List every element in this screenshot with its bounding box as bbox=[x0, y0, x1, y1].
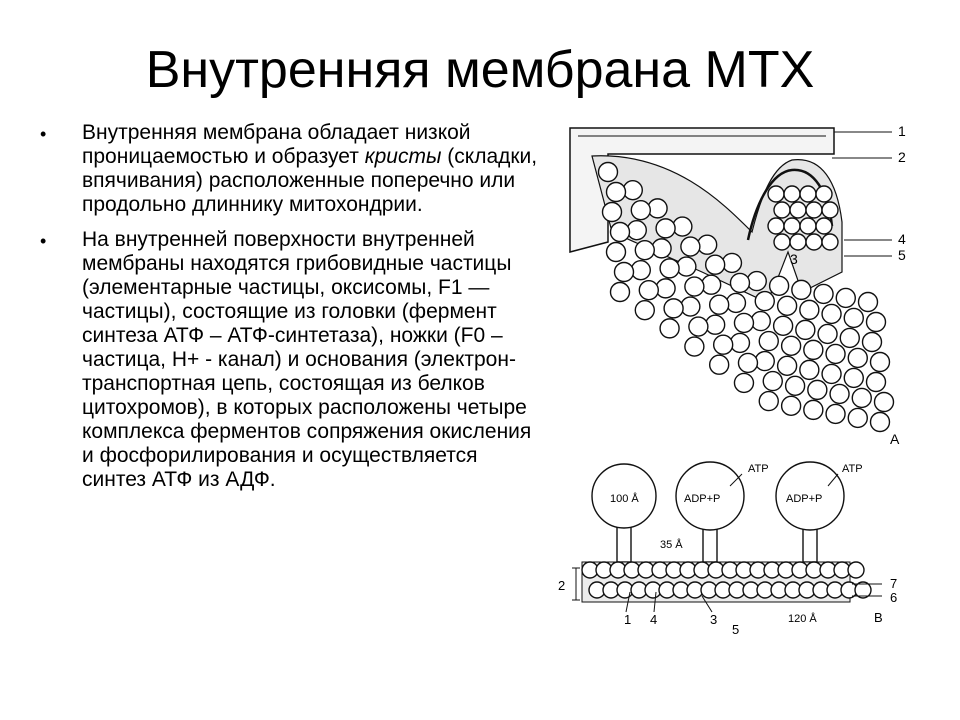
membrane-particle bbox=[867, 373, 886, 392]
membrane-particle bbox=[607, 243, 626, 262]
membrane-particle bbox=[770, 276, 789, 295]
membrane-particles bbox=[599, 163, 894, 432]
stalk bbox=[703, 528, 717, 562]
membrane-particle bbox=[635, 301, 654, 320]
membrane-particle bbox=[759, 392, 778, 411]
membrane-base bbox=[582, 562, 871, 602]
membrane-particle bbox=[792, 280, 811, 299]
membrane-particle bbox=[871, 413, 890, 432]
stalk bbox=[617, 526, 631, 562]
membrane-particle bbox=[786, 376, 805, 395]
head-label: 100 Å bbox=[610, 493, 639, 505]
diagram-label: 3 bbox=[710, 612, 718, 627]
membrane-particle bbox=[734, 373, 753, 392]
membrane-particle bbox=[871, 353, 890, 372]
bullet-item-cristae bbox=[40, 121, 540, 217]
diagram-label: 2 bbox=[898, 149, 906, 165]
membrane-particle bbox=[755, 352, 774, 371]
membrane-particle bbox=[808, 380, 827, 399]
membrane-particle bbox=[774, 234, 790, 250]
membrane-particle bbox=[863, 333, 882, 352]
membrane-particle bbox=[796, 320, 815, 339]
membrane-particle bbox=[875, 393, 894, 412]
membrane-particle bbox=[615, 263, 634, 282]
membrane-particle bbox=[627, 221, 646, 240]
membrane-particle bbox=[599, 163, 618, 182]
membrane-particle bbox=[848, 348, 867, 367]
diagram-label: 4 bbox=[650, 612, 658, 627]
bullet-list bbox=[40, 121, 540, 503]
membrane-particle bbox=[607, 183, 626, 202]
bullet-marker: • bbox=[40, 124, 47, 144]
spacing-label: 120 Å bbox=[788, 613, 817, 625]
membrane-particle bbox=[822, 304, 841, 323]
membrane-particle bbox=[804, 400, 823, 419]
atp-label: ATP bbox=[842, 463, 863, 475]
stalk bbox=[803, 528, 817, 562]
membrane-particle bbox=[763, 372, 782, 391]
membrane-particle bbox=[759, 332, 778, 351]
membrane-particle bbox=[774, 316, 793, 335]
membrane-particle bbox=[714, 335, 733, 354]
diagram-panel-a bbox=[570, 123, 906, 447]
membrane-particle bbox=[800, 300, 819, 319]
membrane-particle bbox=[806, 202, 822, 218]
diagram-label: 1 bbox=[898, 123, 906, 139]
membrane-particle bbox=[790, 202, 806, 218]
membrane-particle bbox=[818, 324, 837, 343]
diagram-label: 5 bbox=[732, 622, 740, 637]
membrane-particle bbox=[822, 364, 841, 383]
membrane-particle bbox=[867, 313, 886, 332]
membrane-particle bbox=[726, 293, 745, 312]
membrane-particle bbox=[673, 217, 692, 236]
bullet-text: (складки, впячивания) расположенные поперечно или продольно длиннику митохондрии. bbox=[82, 145, 538, 216]
panel-letter: B bbox=[874, 610, 883, 625]
membrane-particle bbox=[778, 356, 797, 375]
membrane-particle bbox=[774, 202, 790, 218]
f1-particles bbox=[592, 462, 844, 562]
membrane-particle bbox=[635, 241, 654, 260]
membrane-particle bbox=[751, 312, 770, 331]
diagram-label: 6 bbox=[890, 590, 898, 605]
membrane-particle bbox=[611, 283, 630, 302]
membrane-particle bbox=[734, 313, 753, 332]
membrane-particle bbox=[623, 181, 642, 200]
membrane-particle bbox=[768, 218, 784, 234]
diagram-label: 7 bbox=[890, 576, 898, 591]
membrane-particle bbox=[755, 292, 774, 311]
membrane-particle bbox=[639, 281, 658, 300]
bullet-text-italic: кристы bbox=[364, 145, 442, 168]
membrane-particle bbox=[804, 340, 823, 359]
membrane-particle bbox=[660, 259, 679, 278]
membrane-particle bbox=[826, 404, 845, 423]
base-particle bbox=[848, 562, 864, 578]
membrane-diagram-svg bbox=[552, 122, 912, 642]
membrane-particle bbox=[800, 186, 816, 202]
head-label: ADP+P bbox=[786, 493, 823, 505]
membrane-particle bbox=[603, 203, 622, 222]
membrane-particle bbox=[611, 223, 630, 242]
membrane-particle bbox=[814, 284, 833, 303]
membrane-particle bbox=[830, 384, 849, 403]
membrane-particle bbox=[631, 261, 650, 280]
membrane-particle bbox=[747, 272, 766, 291]
thickness-bracket bbox=[572, 568, 580, 600]
membrane-particle bbox=[836, 288, 855, 307]
membrane-particle bbox=[656, 279, 675, 298]
membrane-particle bbox=[681, 237, 700, 256]
membrane-particle bbox=[631, 201, 650, 220]
atp-label: ATP bbox=[748, 463, 769, 475]
membrane-particle bbox=[784, 186, 800, 202]
membrane-particle bbox=[730, 333, 749, 352]
bullet-item-particles bbox=[40, 228, 540, 492]
membrane-particle bbox=[664, 299, 683, 318]
membrane-particle bbox=[790, 234, 806, 250]
membrane-particle bbox=[844, 308, 863, 327]
stalk-label: 35 Å bbox=[660, 539, 683, 551]
membrane-particle bbox=[710, 295, 729, 314]
diagram-label: 5 bbox=[898, 247, 906, 263]
diagram-label: 2 bbox=[558, 578, 566, 593]
membrane-particle bbox=[656, 219, 675, 238]
diagram-label: 1 bbox=[624, 612, 632, 627]
membrane-particle bbox=[648, 199, 667, 218]
membrane-particle bbox=[660, 319, 679, 338]
membrane-particle bbox=[768, 186, 784, 202]
membrane-particle bbox=[710, 355, 729, 374]
membrane-particle bbox=[826, 344, 845, 363]
membrane-particle bbox=[822, 202, 838, 218]
panel-letter: A bbox=[890, 431, 900, 447]
bullet-text: На внутренней поверхности внутренней мембраны находятся грибовидные частицы (элементарные частицы, оксисомы, F1 — частицы), состоящие из головки (фермент синтеза АТФ – АТФ-синтетаза), ножки (F0 – частица, H+ - канал) и основания (электрон-транспортная цепь, состоящая из белков цитохромов), в которых расположены четыре комплекса ферментов сопряжения окисления и фосфорилирования и осуществляется синтез АТФ из АДФ. bbox=[82, 228, 532, 491]
membrane-particle bbox=[685, 277, 704, 296]
membrane-particle bbox=[738, 353, 757, 372]
membrane-particle bbox=[722, 253, 741, 272]
membrane-particle bbox=[706, 315, 725, 334]
membrane-particle bbox=[852, 388, 871, 407]
membrane-particle bbox=[685, 337, 704, 356]
membrane-particle bbox=[730, 273, 749, 292]
membrane-particle bbox=[859, 293, 878, 312]
head-label: ADP+P bbox=[684, 493, 721, 505]
bullet-text: Внутренняя мембрана обладает низкой проницаемостью и образует bbox=[82, 121, 471, 168]
membrane-particle bbox=[782, 336, 801, 355]
membrane-particle bbox=[800, 360, 819, 379]
membrane-particle bbox=[778, 296, 797, 315]
membrane-particle bbox=[782, 396, 801, 415]
slide-title: Внутренняя мембрана МТХ bbox=[145, 41, 815, 99]
membrane-particle bbox=[689, 317, 708, 336]
diagram-label: 3 bbox=[790, 251, 798, 267]
membrane-particle bbox=[848, 408, 867, 427]
membrane-particle bbox=[822, 234, 838, 250]
bullet-marker: • bbox=[40, 231, 47, 251]
membrane-particle bbox=[677, 257, 696, 276]
diagram-panel-b bbox=[558, 462, 897, 637]
membrane-particle bbox=[800, 218, 816, 234]
membrane-particle bbox=[698, 235, 717, 254]
membrane-particle bbox=[840, 328, 859, 347]
membrane-particle bbox=[652, 239, 671, 258]
membrane-particle bbox=[816, 218, 832, 234]
diagram-label: 4 bbox=[898, 231, 906, 247]
membrane-particle bbox=[806, 234, 822, 250]
membrane-particle bbox=[706, 255, 725, 274]
membrane-particle bbox=[681, 297, 700, 316]
membrane-particle bbox=[702, 275, 721, 294]
membrane-particle bbox=[784, 218, 800, 234]
membrane-particle bbox=[816, 186, 832, 202]
membrane-particle bbox=[844, 368, 863, 387]
membrane-figure bbox=[552, 122, 912, 642]
